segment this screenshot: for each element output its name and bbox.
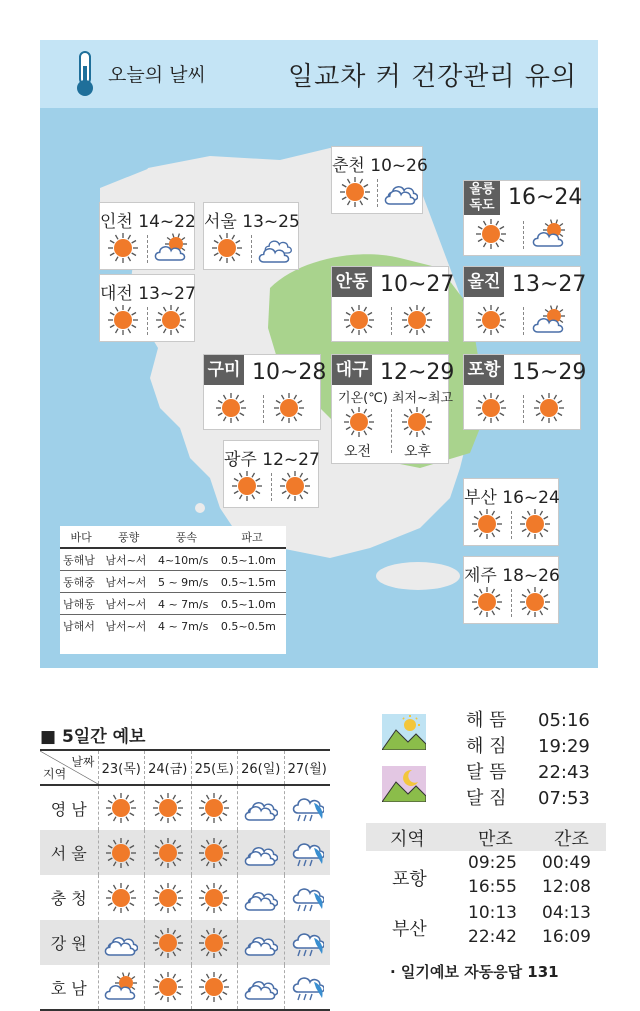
sea-cell: 4~10m/s [155, 548, 218, 571]
partly-cloudy-icon [258, 231, 292, 265]
sea-cell: 남서~서 [102, 548, 155, 571]
city-tag: 안동 [332, 267, 372, 297]
sea-cell: 4 ~ 7m/s [155, 593, 218, 615]
table-row [60, 593, 286, 615]
city-label: 서울 13~25 [204, 212, 300, 232]
forecast-cell [238, 875, 285, 920]
forecast-cell [98, 830, 145, 875]
forecast-cell [191, 920, 238, 965]
table-row [40, 785, 330, 830]
sunny-icon [151, 926, 185, 960]
sea-header: 풍속 [155, 526, 218, 548]
city-box-gwangju [223, 440, 319, 508]
sunny-icon [470, 585, 504, 619]
cloudy-icon [244, 926, 278, 960]
sea-cell: 남서~서 [105, 620, 147, 633]
tide-region: 부산 [392, 919, 427, 940]
city-box-daejeon [99, 274, 195, 342]
small-title: 오늘의 날씨 [108, 64, 206, 86]
tide-high: 10:13 [468, 903, 517, 923]
forecast-title: ■ 5일간 예보 [40, 727, 146, 747]
cloudy-icon [384, 175, 418, 209]
sunny-icon [214, 391, 248, 425]
sea-cell: 남서~서 [102, 571, 155, 593]
table-row [60, 548, 286, 571]
city-label: 춘천 10~26 [332, 156, 428, 176]
city-box-chuncheon [331, 146, 428, 214]
city-label: 부산 16~24 [464, 488, 560, 508]
cloudy-icon [104, 926, 138, 960]
sunny-icon [400, 303, 434, 337]
sunny-icon [400, 405, 434, 439]
cloudy-icon [244, 836, 278, 870]
sunny-icon [104, 836, 138, 870]
forecast-cell [284, 785, 330, 830]
city-tag: 울진 [464, 267, 504, 297]
sunny-icon [518, 585, 552, 619]
city-range: 13~27 [512, 272, 587, 297]
city-box-incheon [99, 202, 195, 270]
rain-icon [290, 881, 324, 915]
city-box-daegu [331, 354, 455, 464]
sunny-icon [338, 175, 372, 209]
city-label: 대전 13~27 [100, 284, 196, 304]
city-range: 15~29 [512, 360, 587, 385]
sea-cell: 0.5~1.0m [218, 593, 286, 615]
sea-cell: 동해남 [60, 548, 102, 571]
table-row [40, 830, 330, 875]
forecast-cell [145, 920, 192, 965]
city-box-busan [463, 478, 559, 546]
sea-cell: 5 ~ 9m/s [155, 571, 218, 593]
forecast-cell [284, 875, 330, 920]
sunny-icon [151, 791, 185, 825]
table-row [40, 920, 330, 965]
sunny-icon [106, 231, 140, 265]
sunny-icon [197, 970, 231, 1004]
partly-cloudy-sun-icon [532, 303, 566, 337]
forecast-cell [145, 785, 192, 830]
forecast-cell [284, 920, 330, 965]
table-row [60, 615, 286, 637]
sunny-icon [230, 469, 264, 503]
forecast-cell [191, 875, 238, 920]
footer-hotline: · 일기예보 자동응답 131 [390, 963, 559, 981]
sunny-icon [518, 507, 552, 541]
sun-moon-time: 19:29 [538, 736, 590, 757]
sunny-icon [474, 303, 508, 337]
sea-cell: 0.5~0.5m [220, 619, 276, 633]
date-header: 27(월) [284, 750, 330, 785]
city-box-gumi [203, 354, 327, 430]
corner-cell [40, 750, 98, 785]
date-header: 26(일) [238, 750, 285, 785]
sunny-icon [474, 391, 508, 425]
sea-cell: 0.5~1.5m [218, 571, 286, 593]
thermometer-icon [72, 50, 98, 98]
legend-text: 기온(℃) 최저~최고 [338, 391, 454, 406]
forecast-cell [98, 920, 145, 965]
table-row [40, 750, 330, 785]
forecast-cell [238, 830, 285, 875]
cloudy-icon [244, 881, 278, 915]
city-tag: 울릉 독도 [464, 181, 500, 215]
tide-low: 16:09 [542, 927, 591, 947]
sea-table [60, 526, 286, 654]
forecast-cell [191, 830, 238, 875]
sunny-icon [474, 217, 508, 251]
forecast-cell [145, 830, 192, 875]
rain-icon [290, 791, 324, 825]
sunny-icon [104, 881, 138, 915]
sea-header: 바다 [60, 526, 102, 548]
sea-cell: 0.5~1.0m [218, 548, 286, 571]
region-name: 영 남 [40, 785, 98, 830]
city-box-pohang [463, 354, 587, 430]
date-header: 23(목) [98, 750, 145, 785]
city-range: 10~28 [252, 360, 327, 385]
city-box-jeju [463, 556, 559, 624]
cloudy-icon [244, 791, 278, 825]
forecast-cell [191, 785, 238, 830]
rain-icon [290, 836, 324, 870]
partly-cloudy-sun-icon [154, 231, 188, 265]
corner-bottom-label: 지역 [43, 767, 67, 781]
sunny-icon [151, 836, 185, 870]
sun-moon-label: 달 짐 [466, 788, 507, 809]
region-name: 서 울 [40, 830, 98, 875]
tide-high: 22:42 [468, 927, 517, 947]
city-label: 제주 18~26 [464, 566, 560, 586]
forecast-cell [98, 965, 145, 1010]
sea-header: 파고 [218, 526, 286, 548]
city-range: 10~27 [380, 272, 455, 297]
city-box-andong [331, 266, 455, 342]
rain-icon [290, 926, 324, 960]
sunny-icon [197, 836, 231, 870]
city-box-seoul [203, 202, 299, 270]
region-name: 강 원 [40, 920, 98, 965]
sunny-icon [106, 303, 140, 337]
forecast-cell [145, 965, 192, 1010]
sea-header: 풍향 [102, 526, 155, 548]
region-name: 호 남 [40, 965, 98, 1010]
sea-cell: 남해서 [63, 620, 95, 633]
tide-high: 09:25 [468, 853, 517, 873]
sun-moon-label: 해 뜸 [466, 710, 507, 731]
city-tag: 대구 [332, 355, 372, 385]
cloudy-icon [244, 970, 278, 1004]
forecast-cell [191, 965, 238, 1010]
sunny-icon [154, 303, 188, 337]
sun-moon-time: 22:43 [538, 762, 590, 783]
sun-moon-label: 해 짐 [466, 736, 507, 757]
tide-header-cell: 간조 [554, 829, 589, 850]
partly-cloudy-sun-icon [104, 970, 138, 1004]
tide-low: 04:13 [542, 903, 591, 923]
table-row [40, 965, 330, 1010]
sunny-icon [532, 391, 566, 425]
corner-top-label: 날짜 [71, 755, 95, 769]
city-range: 16~24 [508, 185, 583, 210]
sunny-icon [278, 469, 312, 503]
forecast-cell [284, 830, 330, 875]
forecast-cell [98, 785, 145, 830]
city-tag: 포항 [464, 355, 504, 385]
date-header: 24(금) [145, 750, 192, 785]
date-header: 25(토) [191, 750, 238, 785]
sun-moon-time: 05:16 [538, 710, 590, 731]
region-name: 충 청 [40, 875, 98, 920]
sea-cell: 남서~서 [102, 593, 155, 615]
rain-icon [290, 970, 324, 1004]
partly-cloudy-sun-icon [532, 217, 566, 251]
city-tag: 구미 [204, 355, 244, 385]
forecast-cell [145, 875, 192, 920]
sun-moon-times [466, 708, 590, 812]
sunny-icon [151, 881, 185, 915]
forecast-cell [238, 920, 285, 965]
sunny-icon [210, 231, 244, 265]
table-row [40, 875, 330, 920]
am-label: 오전 [344, 444, 372, 460]
tide-low: 12:08 [542, 877, 591, 897]
city-box-ulleung [463, 180, 581, 256]
tide-high: 16:55 [468, 877, 517, 897]
sunrise-icon [382, 714, 426, 750]
sea-cell: 동해중 [60, 571, 102, 593]
sunny-icon [197, 791, 231, 825]
forecast-cell [284, 965, 330, 1010]
tide-header [366, 823, 606, 851]
city-range: 12~29 [380, 360, 455, 385]
sunny-icon [197, 926, 231, 960]
moonrise-icon [382, 766, 426, 802]
forecast-cell [98, 875, 145, 920]
forecast-cell [238, 785, 285, 830]
tide-region: 포항 [392, 869, 427, 890]
sunny-icon [342, 405, 376, 439]
tide-low: 00:49 [542, 853, 591, 873]
forecast-cell [238, 965, 285, 1010]
sunny-icon [151, 970, 185, 1004]
sunny-icon [197, 881, 231, 915]
sea-cell: 남해동 [60, 593, 102, 615]
forecast-grid [40, 749, 330, 1011]
tide-header-cell: 지역 [390, 829, 425, 850]
tide-header-cell: 만조 [478, 829, 513, 850]
sunny-icon [104, 791, 138, 825]
table-row [60, 571, 286, 593]
sunny-icon [272, 391, 306, 425]
city-label: 인천 14~22 [100, 212, 196, 232]
pm-label: 오후 [404, 444, 432, 460]
sunny-icon [342, 303, 376, 337]
city-box-uljin [463, 266, 587, 342]
sun-moon-label: 달 뜸 [466, 762, 507, 783]
sea-cell: 4 ~ 7m/s [157, 619, 209, 633]
city-label: 광주 12~27 [224, 450, 320, 470]
sun-moon-time: 07:53 [538, 788, 590, 809]
tide-table [366, 823, 606, 947]
main-title: 일교차 커 건강관리 유의 [288, 62, 577, 92]
sunny-icon [470, 507, 504, 541]
